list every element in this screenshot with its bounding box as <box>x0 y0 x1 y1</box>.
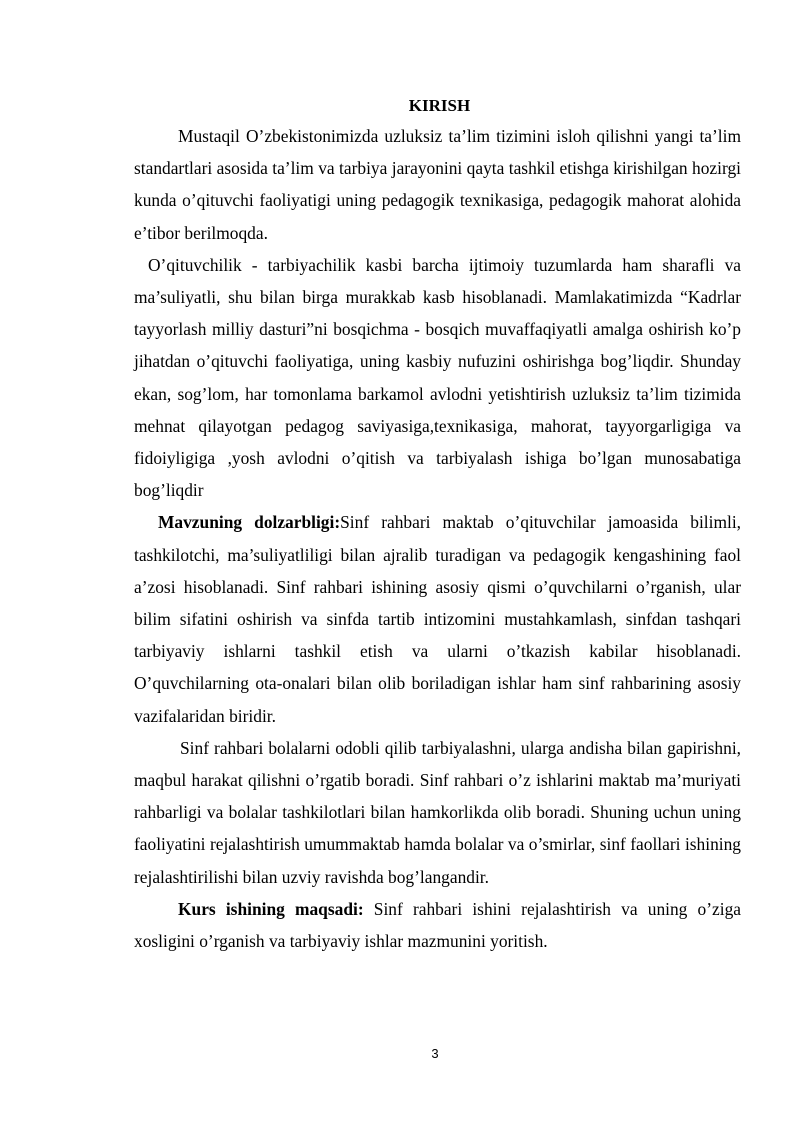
paragraph-text: Mustaqil O’zbekistonimizda uzluksiz ta’lim tizimini isloh qilishni yangi ta’lim standartlari asosida ta’lim va tarbiya jarayonini qayta tashkil etishga kirishilgan hozirgi kunda o’qituvchi faoliyatigi uning pedagogik texnikasiga, pedagogik mahorat alohida e’tibor berilmoqda. <box>134 126 741 243</box>
teacher-profession-paragraph <box>134 249 741 507</box>
paragraph-text: O’qituvchilik - tarbiyachilik kasbi barcha ijtimoiy tuzumlarda ham sharafli va ma’suliyatli, shu bilan birga murakkab kasb hisoblanadi. Mamlakatimizda “Kadrlar tayyorlash milliy dasturi”ni bosqichma - bosqich muvaffaqiyatli amalga oshirish ko’p jihatdan o’qituvchi faoliyatiga, uning kasbiy nufuzini oshirishga bog’liqdir. Shunday ekan, sog’lom, har tomonlama barkamol avlodni yetishtirish uzluksiz ta’lim tizimida mehnat qilayotgan pedagog saviyasiga,texnikasiga, mahorat, tayyorgarligiga va fidoiyligiga ,yosh avlodni o’qitish va tarbiyalash ishiga bo’lgan munosabatiga bog’liqdir <box>134 254 741 501</box>
purpose-paragraph <box>134 893 741 957</box>
page-number: 3 <box>431 1046 439 1061</box>
relevance-heading: Mavzuning dolzarbligi: <box>158 512 341 533</box>
paragraph-text: Sinf rahbari maktab o’qituvchilar jamoasida bilimli, tashkilotchi, ma’suliyatliligi bilan ajralib turadigan va pedagogik kengashining faol a’zosi hisoblanadi. Sinf rahbari ishining asosiy qismi o’quvchilarni o’rganish, ular bilim sifatini oshirish va sinfda tartib intizomini mustahkamlash, sinfdan tashqari tarbiyaviy ishlarni tashkil etish va ularni o’tkazish kabilar hisoblanadi. O’quvchilarning ota-onalari bilan olib boriladigan ishlar ham sinf rahbarining asosiy vazifalaridan biridir. <box>134 512 742 726</box>
purpose-heading: Kurs ishining maqsadi: <box>178 898 374 919</box>
paragraph-text: Sinf rahbari bolalarni odobli qilib tarbiyalashni, ularga andisha bilan gapirishni, maqbul harakat qilishni o’rgatib boradi. Sinf rahbari o’z ishlarini maktab ma’muriyati rahbarligi va bolalar tashkilotlari bilan hamkorlikda olib boradi. Shuning uchun uning faoliyatini rejalashtirish umummaktab hamda bolalar va o’smirlar, sinf faollari ishining rejalashtirilishi bilan uzviy ravishda bog’langandir. <box>134 737 741 887</box>
paragraph-text: Sinf rahbari ishini rejalashtirish va uning o’ziga xosligini o’rganish va tarbiyaviy ishlar mazmunini yoritish. <box>134 898 741 952</box>
intro-paragraph <box>134 120 741 249</box>
relevance-paragraph <box>134 506 741 731</box>
document-page <box>134 92 741 957</box>
class-teacher-paragraph <box>134 732 741 893</box>
section-title: KIRISH <box>408 96 471 115</box>
